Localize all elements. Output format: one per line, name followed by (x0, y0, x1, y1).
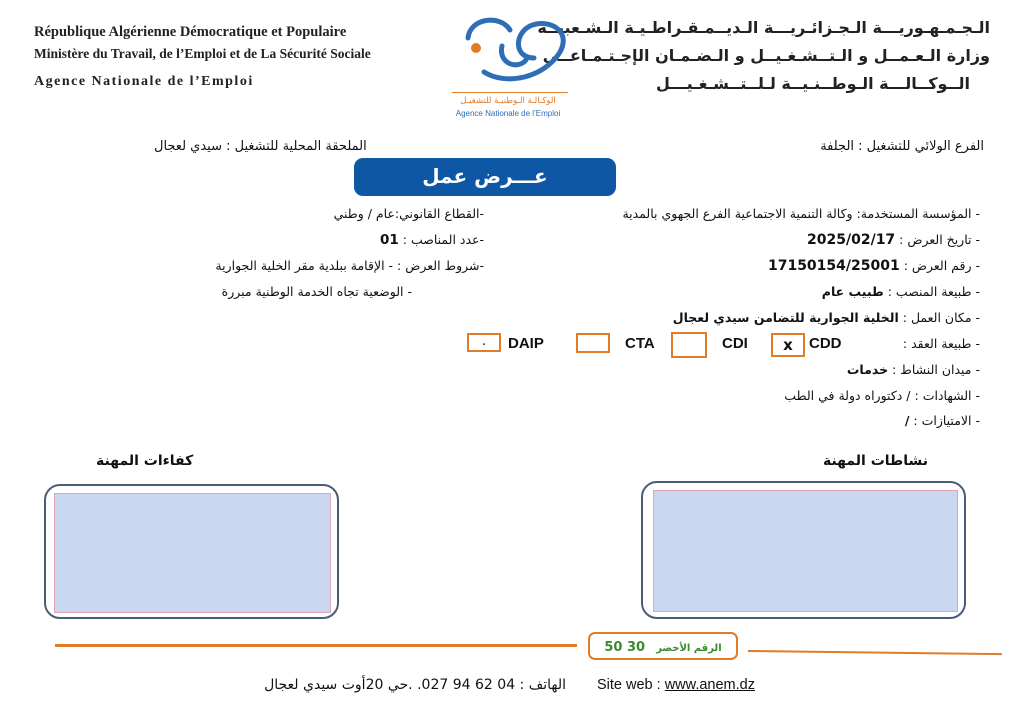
footer-website (597, 677, 755, 693)
field-diplomas-value: / دكتوراه دولة في الطب (784, 388, 911, 403)
header-fr-line2: Ministère du Travail, de l’Emploi et de La Sécurité Sociale (34, 46, 371, 61)
field-offer-number (768, 258, 980, 274)
field-benefits-value: / (904, 413, 910, 428)
field-conditions-2-value: - الوضعية تجاه الخدمة الوطنية مبررة (221, 284, 412, 299)
field-conditions-2 (222, 284, 412, 299)
logo-line (452, 92, 568, 93)
field-position (822, 284, 980, 299)
green-number-badge (588, 632, 738, 660)
activities-panel-content[interactable] (653, 490, 958, 612)
contract-label-cdd: CDD (809, 335, 842, 352)
field-legal-sector-label: -القطاع القانوني: (394, 206, 484, 221)
footer-phone: الهاتف : 04 62 94 027. .حي 20أوت سيدي لعجال (264, 677, 566, 693)
green-number-label: الرقم الأخضر (656, 643, 722, 654)
header-fr-line1: République Algérienne Démocratique et Populaire (34, 24, 347, 40)
field-positions-count-label: -عدد المناصب : (402, 232, 484, 247)
logo-fr-text: Agence Nationale de l’Emploi (455, 109, 561, 118)
contract-checkbox-cdd[interactable]: x (771, 333, 805, 357)
field-employer-value: وكالة التنمية الاجتماعية الفرع الجهوي بالمدية (622, 206, 853, 221)
contract-checkbox-daip[interactable]: . (467, 333, 501, 352)
field-workplace-value: الخلية الجوارية للتضامن سيدي لعجال (672, 310, 899, 325)
field-legal-sector-value: عام / وطني (333, 206, 395, 221)
field-employer (622, 206, 980, 221)
anem-logo (448, 10, 574, 120)
field-diplomas (784, 388, 980, 403)
field-diplomas-label: - الشهادات : (914, 388, 980, 403)
contract-label-daip: DAIP (508, 335, 544, 352)
branch-left: الملحقة المحلية للتشغيل : سيدي لعجال (154, 139, 367, 154)
field-conditions-label: -شروط العرض : (397, 258, 484, 273)
footer-line-left (55, 644, 577, 647)
footer-site-label: Site web : (597, 677, 661, 693)
field-benefits (905, 413, 980, 428)
field-positions-count-value: 01 (379, 232, 399, 248)
field-offer-date-value: 2025/02/17 (807, 232, 896, 248)
header-fr-line3: Agence Nationale de l’Emploi (34, 74, 254, 89)
field-employer-label: - المؤسسة المستخدمة: (856, 206, 980, 221)
field-offer-number-value: 17150154/25001 (767, 258, 900, 274)
field-offer-date-label: - تاريخ العرض : (899, 232, 980, 247)
branch-right: الفرع الولائي للتشغيل : الجلفة (820, 139, 984, 154)
field-position-label: - طبيعة المنصب : (887, 284, 980, 299)
field-benefits-label: - الامتيازات : (913, 413, 980, 428)
field-legal-sector (334, 206, 484, 221)
skills-panel[interactable] (44, 484, 339, 619)
field-offer-date (807, 232, 980, 248)
anem-logo-icon (448, 10, 574, 90)
logo-ar-text: الوكـالـة الـوطنيـة للتشغيـل (460, 96, 556, 106)
skills-panel-content[interactable] (54, 493, 331, 613)
activities-panel[interactable] (641, 481, 966, 619)
footer-site-link[interactable]: www.anem.dz (664, 677, 755, 693)
field-activity-domain-value: خدمات (846, 362, 889, 377)
field-workplace (673, 310, 980, 325)
green-number-value: 30 50 (604, 640, 646, 655)
contract-checkbox-cdi[interactable] (671, 332, 707, 358)
contract-checkbox-cta[interactable] (576, 333, 610, 353)
field-offer-number-label: - رقم العرض : (903, 258, 980, 273)
footer-line-right (748, 650, 1002, 655)
skills-title: كفاءات المهنة (96, 453, 194, 469)
field-position-value: طبيب عام (821, 284, 884, 299)
contract-label-cta: CTA (625, 335, 655, 352)
header-ar-line2: وزارة الـعـمــل و الـتــشـغـيــل و الـضـمـان الإجـتـمـاعــي (542, 46, 990, 65)
field-conditions-value: - الإقامة ببلدية مقر الخلية الجوارية (215, 258, 394, 273)
field-conditions (215, 258, 484, 273)
offer-title-text: عـــرض عمل (422, 164, 548, 188)
activities-title: نشاطات المهنة (822, 453, 928, 469)
field-positions-count (380, 232, 484, 248)
field-activity-domain (847, 362, 980, 377)
field-activity-domain-label: - ميدان النشاط : (892, 362, 980, 377)
header-ar-line1: الـجـمـهـوريـــة الـجـزائـريـــة الـديــمـقـراطـيـة الـشـعبيــة (537, 18, 990, 37)
header-ar-line3: الــوكــالـــة الـوطــنـيــة لـلــتــشـغـيـــل (655, 74, 970, 93)
field-contract (903, 336, 980, 351)
field-workplace-label: - مكان العمل : (902, 310, 980, 325)
contract-label-cdi: CDI (722, 335, 748, 352)
field-contract-label: - طبيعة العقد : (902, 336, 980, 351)
offer-title (354, 158, 616, 196)
